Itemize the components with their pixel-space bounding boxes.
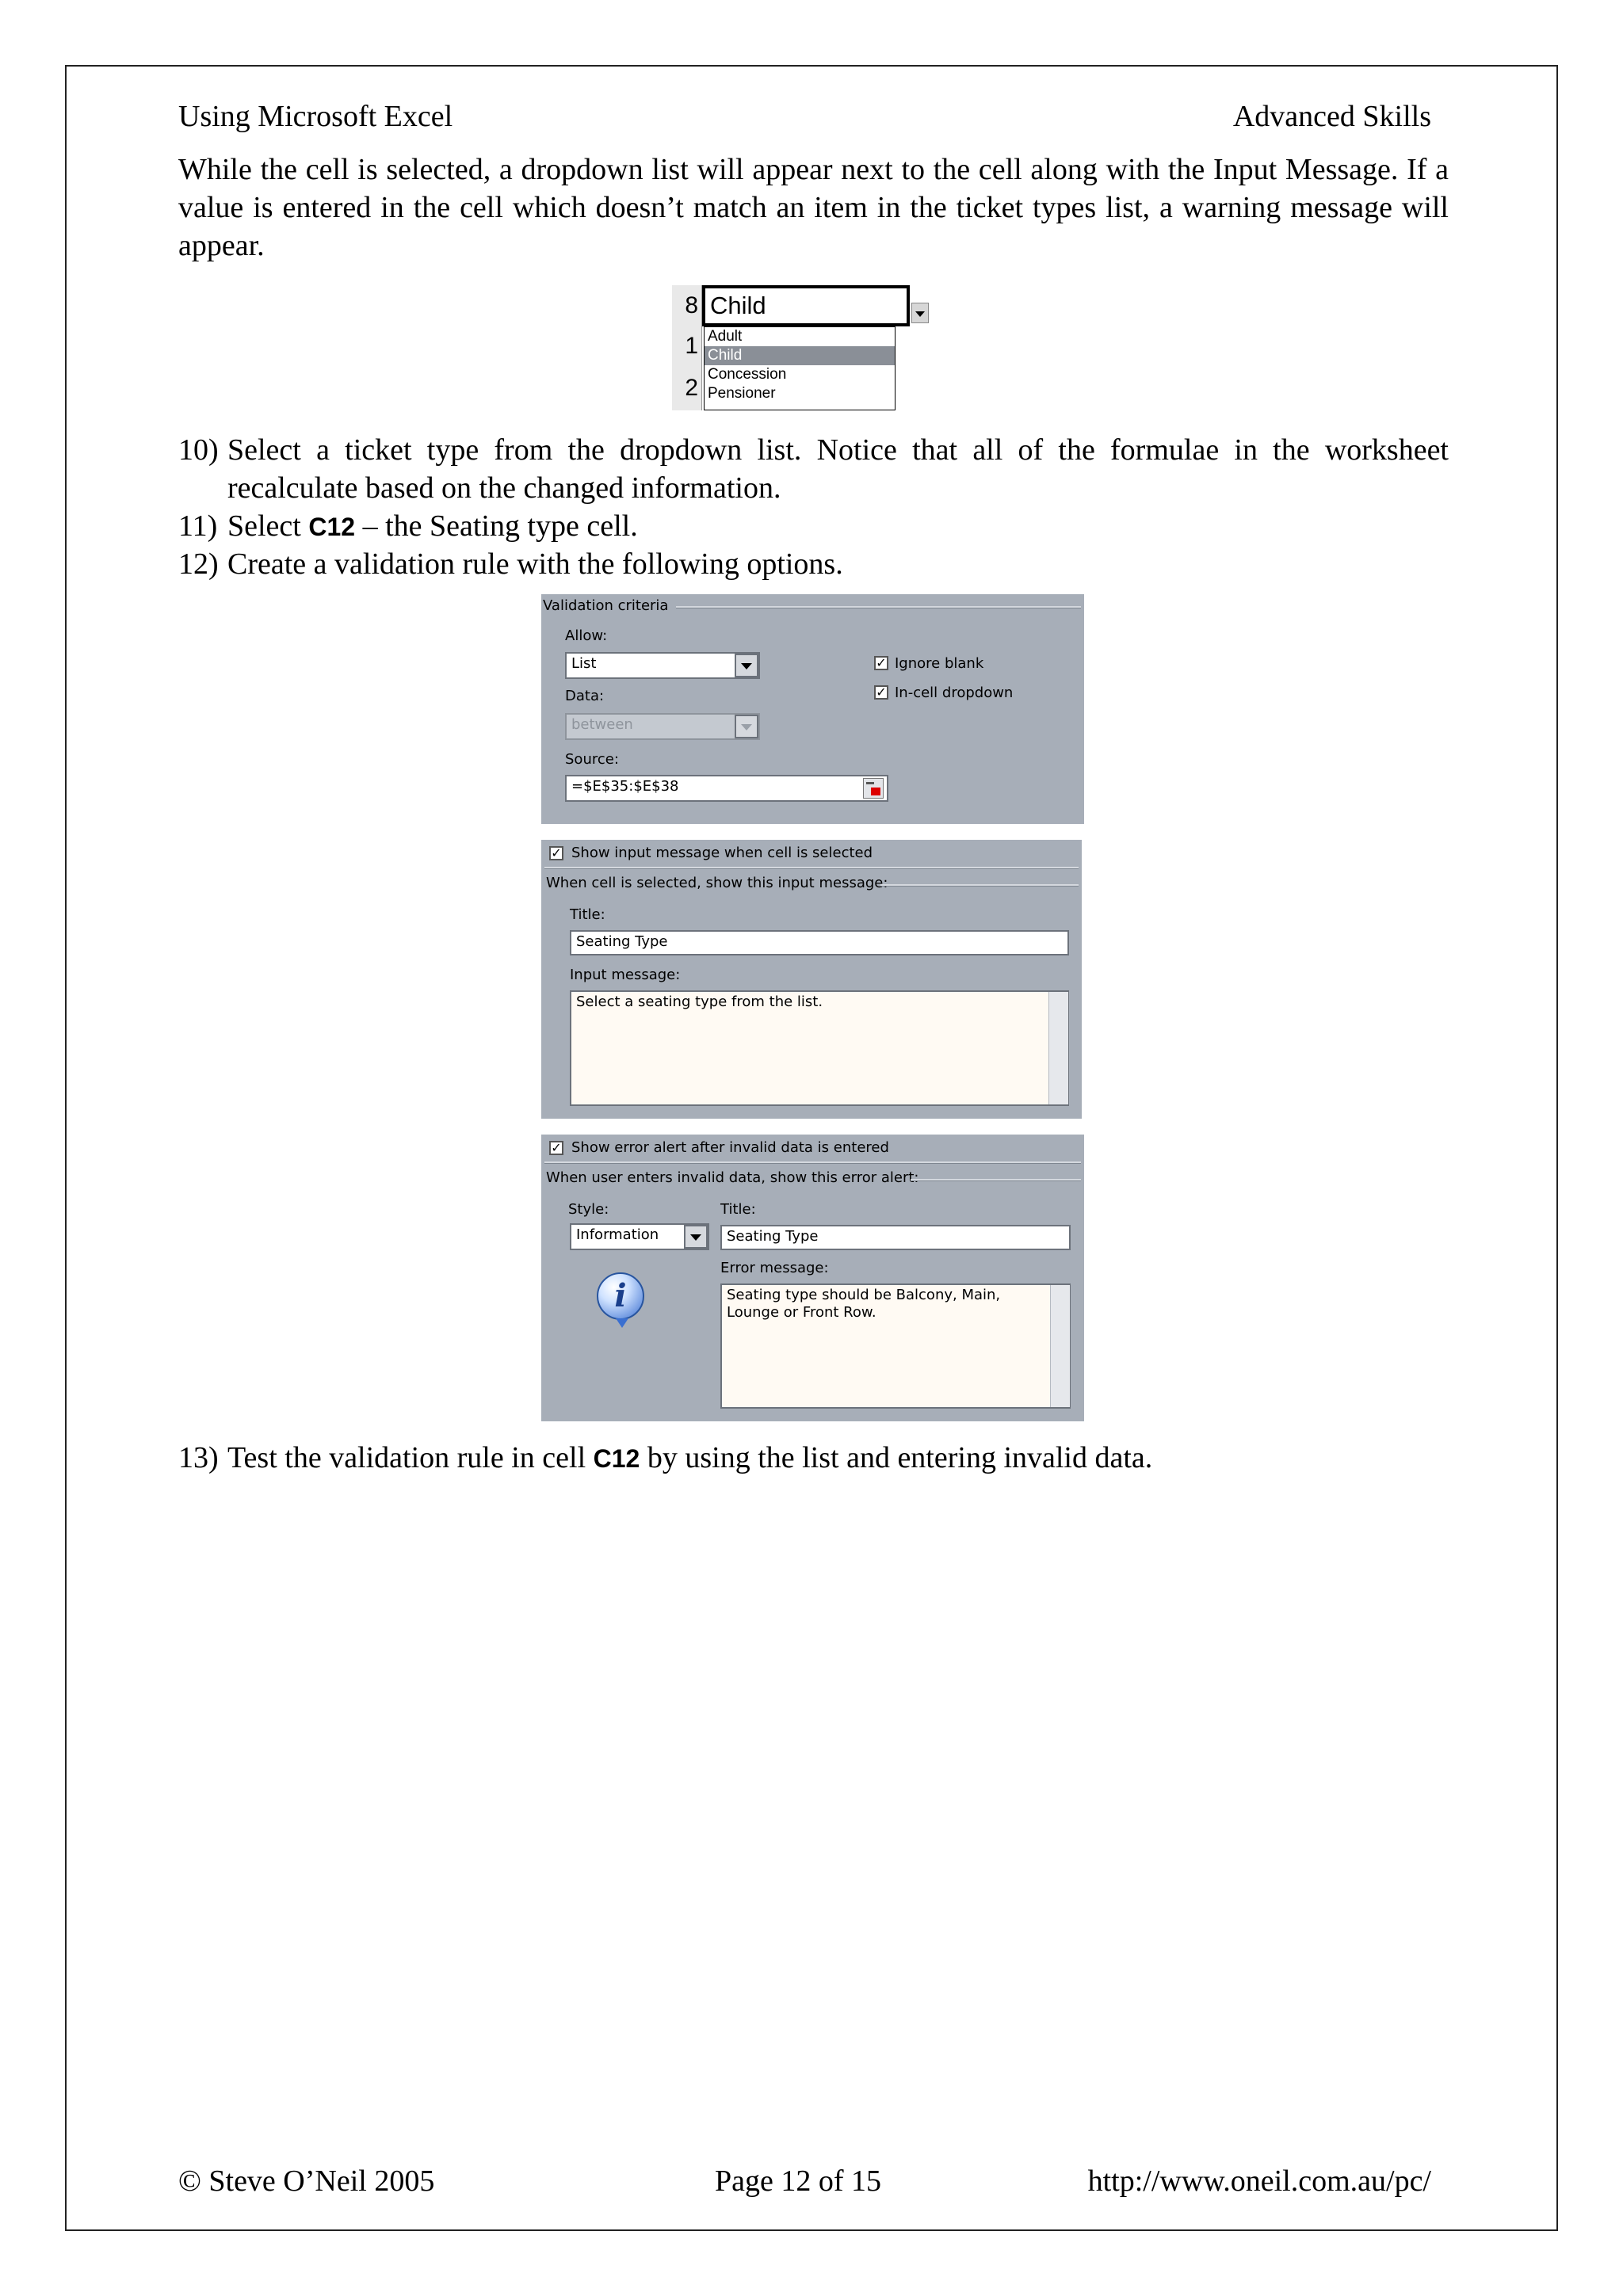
cell-reference: C12: [593, 1444, 640, 1473]
step-11: [178, 507, 1449, 546]
step-number: 10): [178, 433, 219, 467]
ignore-blank-checkbox[interactable]: ✓: [874, 656, 888, 670]
row-header: 1: [672, 326, 702, 366]
group-title: Validation criteria: [543, 597, 669, 614]
dropdown-list[interactable]: [704, 326, 896, 410]
group-title: When cell is selected, show this input message:: [546, 875, 888, 891]
dropdown-example: [672, 280, 951, 414]
step-number: 13): [178, 1441, 219, 1474]
cell-reference: C12: [308, 513, 356, 541]
footer-copyright: © Steve O’Neil 2005: [178, 2164, 435, 2198]
step-text: Select a ticket type from the dropdown list. Notice that all of the formulae in the worksheet recalculate based on the changed information.: [227, 433, 1449, 505]
style-dropdown-arrow[interactable]: [684, 1225, 708, 1249]
active-cell[interactable]: Child: [702, 285, 910, 326]
step-12: [178, 545, 1449, 583]
list-item[interactable]: Concession: [708, 366, 787, 383]
step-number: 11): [178, 509, 218, 543]
style-label: Style:: [568, 1201, 609, 1218]
header-left: Using Microsoft Excel: [178, 100, 453, 133]
source-label: Source:: [565, 751, 619, 768]
error-title-label: Title:: [720, 1201, 756, 1218]
input-message-panel: [541, 840, 1082, 1119]
show-error-alert-checkbox[interactable]: ✓: [549, 1141, 563, 1155]
panel-divider: [544, 867, 1079, 869]
show-input-message-checkbox[interactable]: ✓: [549, 846, 563, 860]
title-label: Title:: [570, 906, 605, 923]
footer-url[interactable]: http://www.oneil.com.au/pc/: [1087, 2164, 1431, 2198]
information-icon: i: [597, 1272, 644, 1320]
step-text: by using the list and entering invalid data.: [640, 1441, 1153, 1474]
error-message-textarea[interactable]: Seating type should be Balcony, Main, Lounge or Front Row.: [720, 1283, 1071, 1409]
validation-criteria-panel: [541, 594, 1084, 824]
show-input-message-label: Show input message when cell is selected: [571, 845, 873, 861]
step-number: 12): [178, 547, 219, 581]
data-select: between: [565, 713, 760, 740]
list-item[interactable]: Adult: [708, 328, 743, 345]
footer-page-number: Page 12 of 15: [715, 2164, 882, 2198]
source-input[interactable]: =$E$35:$E$38: [565, 775, 888, 802]
scrollbar[interactable]: [1048, 992, 1068, 1104]
step-text: Test the validation rule in cell: [227, 1441, 594, 1474]
scrollbar[interactable]: [1050, 1285, 1070, 1407]
step-text: Select: [227, 509, 309, 543]
step-text: – the Seating type cell.: [355, 509, 638, 543]
step-10: [178, 431, 1449, 507]
style-select[interactable]: Information: [570, 1223, 709, 1250]
panel-divider: [544, 1161, 1081, 1164]
input-title-field[interactable]: Seating Type: [570, 930, 1069, 955]
ignore-blank-label: Ignore blank: [895, 655, 984, 672]
collapse-dialog-icon[interactable]: [863, 778, 884, 799]
step-13: [178, 1439, 1449, 1478]
dropdown-arrow-button[interactable]: [911, 303, 929, 323]
input-message-label: Input message:: [570, 967, 681, 983]
list-item[interactable]: Pensioner: [708, 385, 776, 402]
row-header: 8: [672, 285, 702, 326]
group-divider: [880, 884, 1079, 887]
input-message-textarea[interactable]: Select a seating type from the list.: [570, 990, 1069, 1106]
show-error-alert-label: Show error alert after invalid data is entered: [571, 1139, 889, 1156]
allow-dropdown-arrow[interactable]: [735, 654, 758, 677]
header-right: Advanced Skills: [1232, 100, 1431, 133]
data-label: Data:: [565, 688, 605, 704]
group-divider: [911, 1179, 1081, 1181]
in-cell-dropdown-label: In-cell dropdown: [895, 685, 1014, 701]
allow-label: Allow:: [565, 627, 608, 644]
error-alert-panel: [541, 1135, 1084, 1421]
intro-paragraph: While the cell is selected, a dropdown list will appear next to the cell along with the Input Message. If a value is entered in the cell which doesn’t match an item in the ticket types list, a warning message will appear.: [178, 153, 1449, 262]
allow-select[interactable]: List: [565, 652, 760, 679]
in-cell-dropdown-checkbox[interactable]: ✓: [874, 685, 888, 700]
row-header: 2: [672, 366, 702, 410]
list-item-selected[interactable]: Child: [705, 346, 895, 365]
error-title-field[interactable]: Seating Type: [720, 1225, 1071, 1250]
data-dropdown-arrow: [735, 715, 758, 738]
group-divider: [676, 606, 1081, 608]
error-message-label: Error message:: [720, 1260, 829, 1276]
group-title: When user enters invalid data, show this error alert:: [546, 1169, 919, 1186]
step-text: Create a validation rule with the following options.: [227, 547, 843, 581]
